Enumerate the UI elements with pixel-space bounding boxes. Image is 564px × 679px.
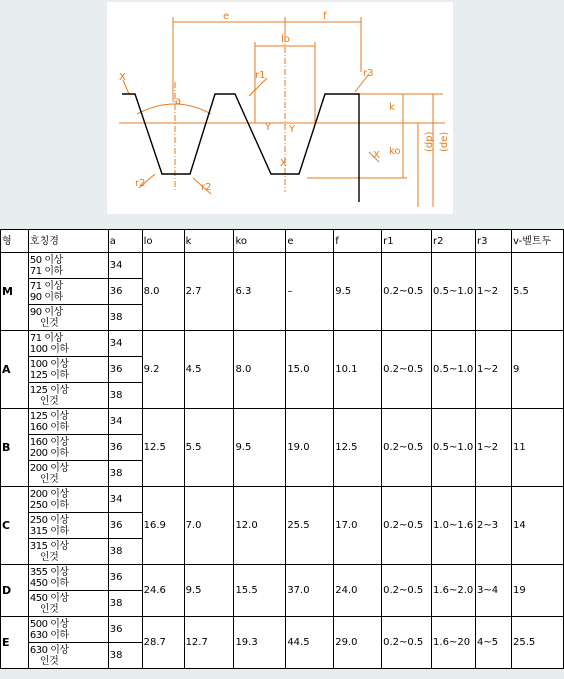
cell-ko: 12.0 xyxy=(234,487,286,565)
diameter-min: 315 이상 xyxy=(29,540,69,552)
nominal-diameter xyxy=(28,487,108,513)
cell-k: 2.7 xyxy=(184,253,234,331)
groove-angle: 38 xyxy=(108,643,142,669)
cell-v: 11 xyxy=(511,409,563,487)
diameter-min: 71 이상 xyxy=(29,280,63,292)
diameter-max: 인것 xyxy=(39,551,59,563)
column-header: k xyxy=(184,230,234,253)
cell-r1: 0.2~0.5 xyxy=(382,331,432,409)
diameter-min: 630 이상 xyxy=(29,644,69,656)
table-row xyxy=(1,409,564,435)
diameter-min: 200 이상 xyxy=(29,488,69,500)
label-r2-left: r2 xyxy=(135,178,146,189)
diameter-min: 90 이상 xyxy=(29,306,63,318)
cell-lo: 12.5 xyxy=(142,409,184,487)
label-r3: r3 xyxy=(363,68,374,79)
cell-e: 19.0 xyxy=(286,409,334,487)
diameter-max: 200 이하 xyxy=(29,447,69,459)
cell-k: 4.5 xyxy=(184,331,234,409)
label-r2-right: r2 xyxy=(201,182,212,193)
groove-diagram xyxy=(107,2,453,214)
groove-angle: 34 xyxy=(108,487,142,513)
diameter-max: 630 이하 xyxy=(29,629,69,641)
cell-k: 5.5 xyxy=(184,409,234,487)
groove-angle: 38 xyxy=(108,539,142,565)
column-header: r2 xyxy=(432,230,476,253)
belt-type: B xyxy=(1,409,29,487)
cell-f: 24.0 xyxy=(334,565,382,617)
header-row xyxy=(1,230,564,253)
diameter-max: 인것 xyxy=(39,317,59,329)
cell-r2: 0.5~1.0 xyxy=(432,331,476,409)
diameter-max: 100 이하 xyxy=(29,343,69,355)
groove-profile xyxy=(122,94,359,202)
groove-angle: 36 xyxy=(108,357,142,383)
label-r1: r1 xyxy=(255,70,266,81)
nominal-diameter xyxy=(28,331,108,357)
diameter-max: 160 이하 xyxy=(29,421,69,433)
cell-r3: 1~2 xyxy=(476,253,512,331)
belt-type: M xyxy=(1,253,29,331)
label-f: f xyxy=(323,11,327,22)
belt-type: C xyxy=(1,487,29,565)
diameter-max: 인것 xyxy=(39,655,59,667)
cell-ko: 15.5 xyxy=(234,565,286,617)
cell-r2: 0.5~1.0 xyxy=(432,409,476,487)
cell-r1: 0.2~0.5 xyxy=(382,565,432,617)
cell-r2: 1.0~1.6 xyxy=(432,487,476,565)
nominal-diameter xyxy=(28,539,108,565)
nominal-diameter xyxy=(28,253,108,279)
table-row xyxy=(1,331,564,357)
table-row xyxy=(1,565,564,591)
label-dp: (dp) xyxy=(424,131,435,152)
label-a: a xyxy=(175,96,182,107)
nominal-diameter xyxy=(28,617,108,643)
angle-arc xyxy=(137,104,211,114)
label-x-right: X xyxy=(373,150,380,161)
label-k: k xyxy=(389,102,395,113)
diameter-max: 90 이하 xyxy=(29,291,63,303)
diameter-min: 160 이상 xyxy=(29,436,69,448)
diameter-min: 200 이상 xyxy=(29,462,69,474)
cell-v: 5.5 xyxy=(511,253,563,331)
cell-e: 44.5 xyxy=(286,617,334,669)
diameter-min: 50 이상 xyxy=(29,254,63,266)
diameter-min: 250 이상 xyxy=(29,514,69,526)
cell-v: 9 xyxy=(511,331,563,409)
nominal-diameter xyxy=(28,461,108,487)
table-row xyxy=(1,617,564,643)
column-header: v-벨트두 xyxy=(511,230,563,253)
cell-f: 29.0 xyxy=(334,617,382,669)
diameter-min: 125 이상 xyxy=(29,410,69,422)
cell-ko: 9.5 xyxy=(234,409,286,487)
nominal-diameter xyxy=(28,279,108,305)
belt-type: D xyxy=(1,565,29,617)
groove-angle: 38 xyxy=(108,591,142,617)
diameter-max: 125 이하 xyxy=(29,369,69,381)
cell-k: 12.7 xyxy=(184,617,234,669)
diameter-min: 71 이상 xyxy=(29,332,63,344)
column-header: ko xyxy=(234,230,286,253)
cell-r3: 2~3 xyxy=(476,487,512,565)
column-header: lo xyxy=(142,230,184,253)
diameter-min: 100 이상 xyxy=(29,358,69,370)
diameter-max: 250 이하 xyxy=(29,499,69,511)
cell-ko: 19.3 xyxy=(234,617,286,669)
cell-ko: 6.3 xyxy=(234,253,286,331)
spec-table xyxy=(0,229,564,669)
label-y-left: Y xyxy=(265,122,272,133)
cell-r3: 4~5 xyxy=(476,617,512,669)
cell-f: 12.5 xyxy=(334,409,382,487)
groove-angle: 38 xyxy=(108,383,142,409)
nominal-diameter xyxy=(28,435,108,461)
cell-r2: 1.6~2.0 xyxy=(432,565,476,617)
cell-e: 37.0 xyxy=(286,565,334,617)
belt-type: E xyxy=(1,617,29,669)
label-ko: ko xyxy=(389,146,401,157)
nominal-diameter xyxy=(28,409,108,435)
nominal-diameter xyxy=(28,513,108,539)
diameter-max: 315 이하 xyxy=(29,525,69,537)
groove-angle: 36 xyxy=(108,435,142,461)
diameter-min: 355 이상 xyxy=(29,566,69,578)
nominal-diameter xyxy=(28,643,108,669)
table-row xyxy=(1,487,564,513)
label-de: (de) xyxy=(439,131,450,152)
groove-angle: 36 xyxy=(108,617,142,643)
groove-angle: 36 xyxy=(108,565,142,591)
nominal-diameter xyxy=(28,357,108,383)
groove-angle: 38 xyxy=(108,461,142,487)
column-header: 호칭경 xyxy=(28,230,108,253)
column-header: a xyxy=(108,230,142,253)
cell-lo: 16.9 xyxy=(142,487,184,565)
label-e: e xyxy=(223,11,230,22)
cell-k: 7.0 xyxy=(184,487,234,565)
label-lo: lo xyxy=(281,34,290,45)
groove-angle: 36 xyxy=(108,513,142,539)
cell-e: – xyxy=(286,253,334,331)
cell-r2: 0.5~1.0 xyxy=(432,253,476,331)
nominal-diameter xyxy=(28,383,108,409)
column-header: r1 xyxy=(382,230,432,253)
cell-lo: 24.6 xyxy=(142,565,184,617)
cell-r3: 1~2 xyxy=(476,409,512,487)
label-x-left: X xyxy=(119,72,126,83)
cell-r1: 0.2~0.5 xyxy=(382,617,432,669)
cell-r1: 0.2~0.5 xyxy=(382,253,432,331)
diameter-min: 450 이상 xyxy=(29,592,69,604)
cell-r2: 1.6~20 xyxy=(432,617,476,669)
cell-e: 25.5 xyxy=(286,487,334,565)
groove-angle: 34 xyxy=(108,409,142,435)
groove-angle: 34 xyxy=(108,331,142,357)
belt-type: A xyxy=(1,331,29,409)
cell-lo: 8.0 xyxy=(142,253,184,331)
diameter-max: 71 이하 xyxy=(29,265,63,277)
cell-k: 9.5 xyxy=(184,565,234,617)
groove-diagram-svg xyxy=(107,2,453,214)
groove-angle: 34 xyxy=(108,253,142,279)
diameter-min: 125 이상 xyxy=(29,384,69,396)
diameter-max: 450 이하 xyxy=(29,577,69,589)
cell-r3: 1~2 xyxy=(476,331,512,409)
groove-angle: 38 xyxy=(108,305,142,331)
cell-f: 9.5 xyxy=(334,253,382,331)
cell-f: 17.0 xyxy=(334,487,382,565)
diameter-max: 인것 xyxy=(39,473,59,485)
cell-v: 25.5 xyxy=(511,617,563,669)
diameter-min: 500 이상 xyxy=(29,618,69,630)
label-x-center: X xyxy=(280,158,287,169)
diameter-max: 인것 xyxy=(39,603,59,615)
cell-r1: 0.2~0.5 xyxy=(382,487,432,565)
column-header: r3 xyxy=(476,230,512,253)
cell-v: 14 xyxy=(511,487,563,565)
cell-e: 15.0 xyxy=(286,331,334,409)
column-header: 형 xyxy=(1,230,29,253)
column-header: f xyxy=(334,230,382,253)
table-row xyxy=(1,253,564,279)
cell-v: 19 xyxy=(511,565,563,617)
cell-lo: 9.2 xyxy=(142,331,184,409)
cell-r1: 0.2~0.5 xyxy=(382,409,432,487)
nominal-diameter xyxy=(28,591,108,617)
cell-f: 10.1 xyxy=(334,331,382,409)
column-header: e xyxy=(286,230,334,253)
groove-angle: 36 xyxy=(108,279,142,305)
cell-r3: 3~4 xyxy=(476,565,512,617)
diameter-max: 인것 xyxy=(39,395,59,407)
nominal-diameter xyxy=(28,305,108,331)
nominal-diameter xyxy=(28,565,108,591)
cell-ko: 8.0 xyxy=(234,331,286,409)
cell-lo: 28.7 xyxy=(142,617,184,669)
label-y-right: Y xyxy=(289,124,296,135)
